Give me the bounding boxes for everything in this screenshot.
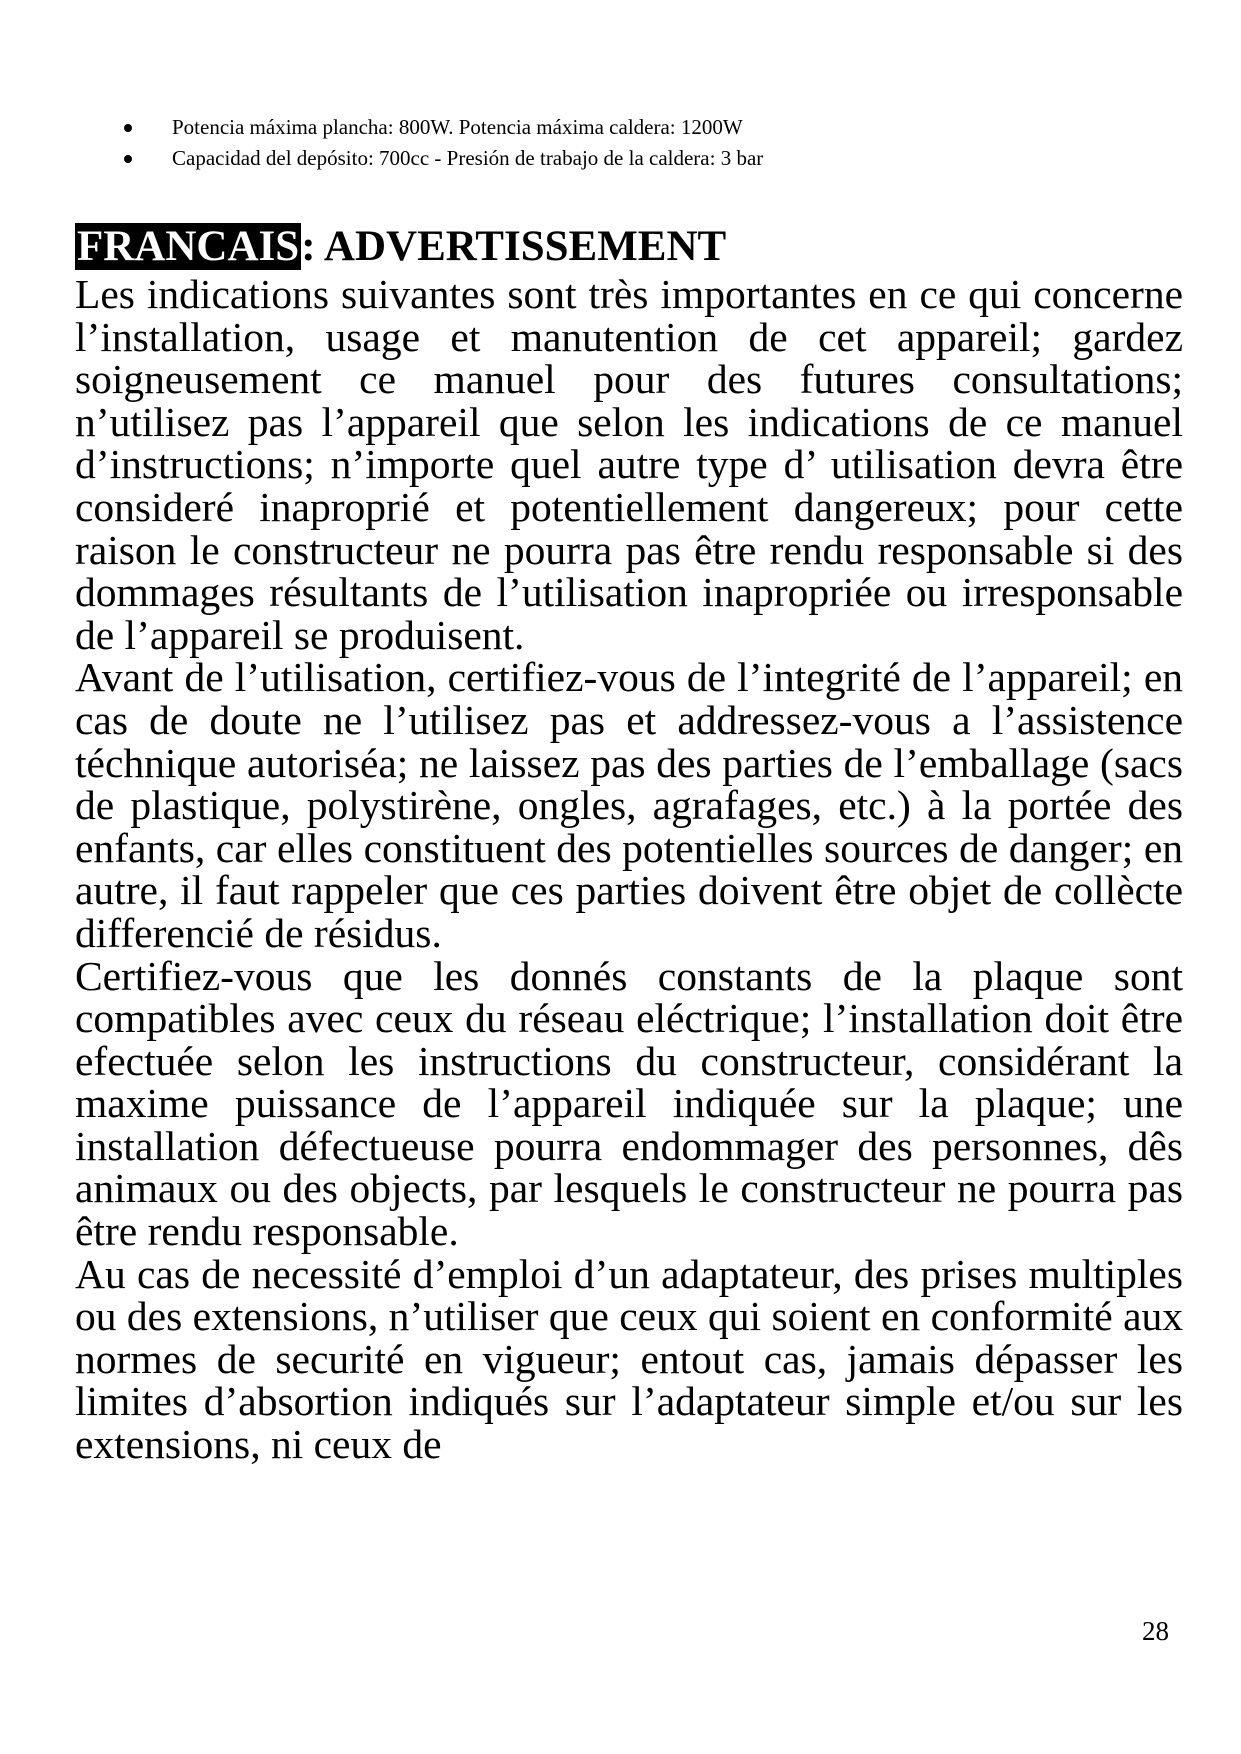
spec-item-text: Capacidad del depósito: 700cc - Presión de trabajo de la caldera: 3 bar bbox=[172, 146, 764, 170]
paragraph: Les indications suivantes sont très importantes en ce qui concerne l’installation, usage et manutention de cet appareil; gardez soigneusement ce manuel pour des futures consultations; n’utilisez pas l’appareil que selon les indications de ce manuel d’instructions; n’importe quel autre type d’ utilisation devra être consideré inaproprié et potentiellement dangereux; pour cette raison le constructeur ne pourra pas être rendu responsable si des dommages résultants de l’utilisation inapropriée ou irresponsable de l’appareil se produisent. bbox=[75, 271, 1183, 658]
heading-separator: : bbox=[301, 223, 316, 270]
bullet-icon bbox=[124, 124, 132, 132]
section-heading bbox=[75, 222, 726, 272]
page-number: 28 bbox=[1142, 1616, 1169, 1646]
spec-list bbox=[120, 112, 1180, 174]
paragraph: Certifiez-vous que les donnés constants de la plaque sont compatibles avec ceux du réseau eléctrique; l’installation doit être efectuée selon les instructions du constructeur, considérant la maxime puissance de l’appareil indiquée sur la plaque; une installation défectueuse pourra endommager des personnes, dês animaux ou des objects, par lesquels le constructeur ne pourra pas être rendu responsable. bbox=[75, 952, 1183, 1255]
warning-body bbox=[75, 273, 1183, 1466]
heading-title: ADVERTISSEMENT bbox=[323, 223, 727, 270]
spec-item-text: Potencia máxima plancha: 800W. Potencia máxima caldera: 1200W bbox=[172, 115, 743, 139]
paragraph: Au cas de necessité d’emploi d’un adaptateur, des prises multiples ou des extensions, n’utiliser que ceux qui soient en conformité aux normes de securité en vigueur; entout cas, jamais dépasser les limites d’absortion indiqués sur l’adaptateur simple et/ou sur les extensions, ni ceux de bbox=[75, 1250, 1183, 1468]
spec-item bbox=[120, 112, 1180, 143]
spec-item bbox=[120, 143, 1180, 174]
language-tag: FRANCAIS bbox=[77, 223, 300, 270]
paragraph: Avant de l’utilisation, certifiez-vous de l’integrité de l’appareil; en cas de doute ne l’utilisez pas et addressez-vous a l’assistence téchnique autoriséa; ne laissez pas des parties de l’emballage (sacs de plastique, polystirène, ongles, agrafages, etc.) à la portée des enfants, car elles constituent des potentielles sources de danger; en autre, il faut rappeler que ces parties doivent être objet de collècte differencié de résidus. bbox=[75, 654, 1183, 956]
bullet-icon bbox=[124, 155, 132, 163]
